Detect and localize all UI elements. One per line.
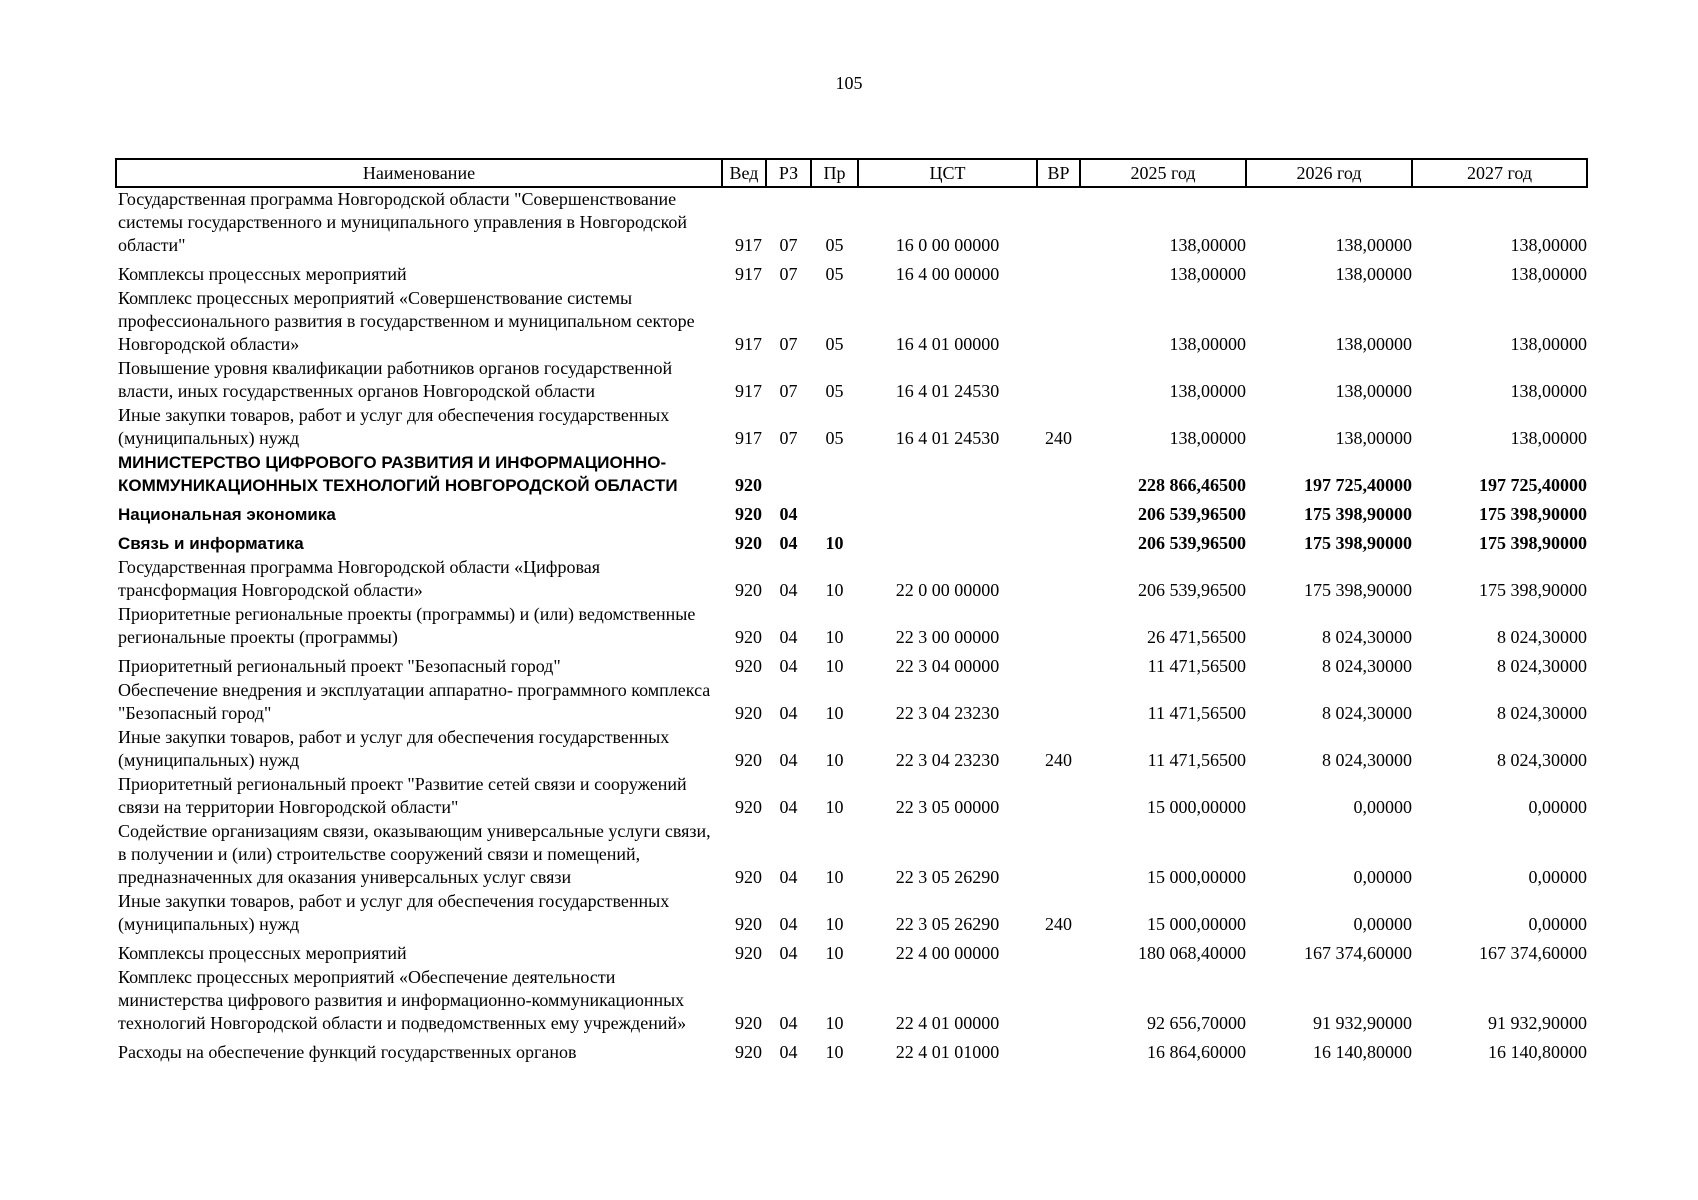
header-pr: Пр xyxy=(811,159,858,187)
table-row xyxy=(116,726,1587,773)
cell-rz: 04 xyxy=(779,533,798,553)
header-cst: ЦСТ xyxy=(858,159,1037,187)
cell-cst: 22 4 00 00000 xyxy=(895,943,1000,963)
cell-2025: 228 866,46500 xyxy=(1138,475,1246,495)
cell-2025: 15 000,00000 xyxy=(1147,797,1246,817)
cell-name: Связь и информатика xyxy=(118,534,304,553)
cell-vr: 240 xyxy=(1045,750,1072,770)
cell-2025: 15 000,00000 xyxy=(1147,914,1246,934)
header-rz: РЗ xyxy=(766,159,811,187)
cell-2026: 175 398,90000 xyxy=(1304,504,1412,524)
cell-vr xyxy=(1037,603,1080,650)
cell-2025: 11 471,56500 xyxy=(1147,656,1246,676)
table-row xyxy=(116,556,1587,603)
cell-name: Комплексы процессных мероприятий xyxy=(118,943,407,963)
cell-2027: 138,00000 xyxy=(1510,264,1587,284)
cell-ved: 920 xyxy=(735,943,762,963)
cell-2025: 92 656,70000 xyxy=(1147,1013,1246,1033)
table-row xyxy=(116,890,1587,937)
cell-rz: 07 xyxy=(779,428,798,448)
cell-name: МИНИСТЕРСТВО ЦИФРОВОГО РАЗВИТИЯ И ИНФОРМАЦИОННО-КОММУНИКАЦИОННЫХ ТЕХНОЛОГИЙ НОВГОРОДСКОЙ ОБЛАСТИ xyxy=(118,453,678,495)
cell-ved: 920 xyxy=(735,533,762,553)
cell-2027: 0,00000 xyxy=(1528,914,1587,934)
table-row xyxy=(116,966,1587,1036)
cell-cst: 22 4 01 01000 xyxy=(895,1042,1000,1062)
cell-2025: 16 864,60000 xyxy=(1147,1042,1246,1062)
cell-pr: 10 xyxy=(825,656,844,676)
cell-2025: 26 471,56500 xyxy=(1147,627,1246,647)
table-header xyxy=(116,159,1587,187)
cell-rz: 04 xyxy=(779,1042,798,1062)
cell-ved: 920 xyxy=(735,703,762,723)
cell-pr: 10 xyxy=(825,797,844,817)
table-row xyxy=(116,498,1587,527)
cell-name: Приоритетные региональные проекты (программы) и (или) ведомственные региональные проекты (программы) xyxy=(118,604,696,647)
cell-vr xyxy=(1037,527,1080,556)
cell-name: Государственная программа Новгородской области «Цифровая трансформация Новгородской области» xyxy=(118,557,600,600)
cell-vr xyxy=(1037,1036,1080,1065)
cell-2026: 167 374,60000 xyxy=(1304,943,1412,963)
cell-name: Приоритетный региональный проект "Развитие сетей связи и сооружений связи на территории Новгородской области" xyxy=(118,774,687,817)
cell-cst: 22 3 00 00000 xyxy=(895,627,1000,647)
cell-2027: 175 398,90000 xyxy=(1479,533,1587,553)
table-row xyxy=(116,527,1587,556)
table-row xyxy=(116,258,1587,287)
cell-2026: 8 024,30000 xyxy=(1322,627,1412,647)
cell-vr xyxy=(1037,451,1080,498)
cell-rz: 04 xyxy=(779,504,798,524)
header-2027: 2027 год xyxy=(1412,159,1587,187)
cell-vr xyxy=(1037,187,1080,258)
cell-name: Иные закупки товаров, работ и услуг для обеспечения государственных (муниципальных) нужд xyxy=(118,405,670,448)
table-row xyxy=(116,650,1587,679)
cell-vr xyxy=(1037,498,1080,527)
cell-pr: 10 xyxy=(825,867,844,887)
table-body xyxy=(116,187,1587,1065)
cell-2025: 11 471,56500 xyxy=(1147,750,1246,770)
cell-2027: 0,00000 xyxy=(1528,867,1587,887)
cell-pr: 10 xyxy=(825,1042,844,1062)
cell-vr xyxy=(1037,773,1080,820)
cell-ved: 920 xyxy=(735,1013,762,1033)
cell-2027: 8 024,30000 xyxy=(1497,656,1587,676)
cell-name: Повышение уровня квалификации работников органов государственной власти, иных государственных органов Новгородской области xyxy=(118,358,673,401)
table-row xyxy=(116,357,1587,404)
cell-rz: 04 xyxy=(779,580,798,600)
cell-rz: 07 xyxy=(779,235,798,255)
cell-rz: 04 xyxy=(779,1013,798,1033)
cell-rz xyxy=(766,451,811,498)
cell-2025: 138,00000 xyxy=(1169,334,1246,354)
cell-rz: 04 xyxy=(779,703,798,723)
cell-name: Обеспечение внедрения и эксплуатации аппаратно- программного комплекса "Безопасный город" xyxy=(118,680,711,723)
cell-name: Комплекс процессных мероприятий «Совершенствование системы профессионального развития в государственном и муниципальном секторе Новгородской области» xyxy=(118,288,695,354)
cell-pr: 10 xyxy=(825,703,844,723)
cell-ved: 917 xyxy=(735,235,762,255)
cell-2025: 206 539,96500 xyxy=(1138,533,1246,553)
cell-2027: 138,00000 xyxy=(1510,235,1587,255)
cell-ved: 920 xyxy=(735,914,762,934)
cell-2026: 91 932,90000 xyxy=(1313,1013,1412,1033)
header-2026: 2026 год xyxy=(1246,159,1412,187)
cell-cst: 16 0 00 00000 xyxy=(895,235,1000,255)
cell-vr xyxy=(1037,937,1080,966)
cell-vr xyxy=(1037,679,1080,726)
cell-vr xyxy=(1037,820,1080,890)
cell-2027: 197 725,40000 xyxy=(1479,475,1587,495)
cell-2025: 138,00000 xyxy=(1169,381,1246,401)
header-2025: 2025 год xyxy=(1080,159,1246,187)
cell-vr xyxy=(1037,357,1080,404)
cell-pr: 10 xyxy=(825,627,844,647)
table-row xyxy=(116,451,1587,498)
cell-name: Иные закупки товаров, работ и услуг для обеспечения государственных (муниципальных) нужд xyxy=(118,891,670,934)
cell-2025: 206 539,96500 xyxy=(1138,504,1246,524)
cell-cst xyxy=(858,451,1037,498)
cell-2026: 0,00000 xyxy=(1353,867,1412,887)
cell-2026: 138,00000 xyxy=(1335,381,1412,401)
cell-2026: 16 140,80000 xyxy=(1313,1042,1412,1062)
cell-cst: 22 3 04 23230 xyxy=(895,703,1000,723)
cell-2027: 8 024,30000 xyxy=(1497,750,1587,770)
cell-pr: 05 xyxy=(825,264,844,284)
budget-table-container xyxy=(115,158,1586,1065)
cell-cst: 22 3 05 26290 xyxy=(895,914,1000,934)
cell-2026: 138,00000 xyxy=(1335,334,1412,354)
cell-vr xyxy=(1037,650,1080,679)
cell-cst: 22 3 05 00000 xyxy=(895,797,1000,817)
cell-cst: 16 4 01 24530 xyxy=(895,381,1000,401)
cell-vr xyxy=(1037,258,1080,287)
cell-cst: 22 4 01 00000 xyxy=(895,1013,1000,1033)
table-row xyxy=(116,820,1587,890)
cell-pr: 10 xyxy=(825,580,844,600)
cell-2026: 8 024,30000 xyxy=(1322,656,1412,676)
cell-cst xyxy=(858,498,1037,527)
cell-2026: 197 725,40000 xyxy=(1304,475,1412,495)
cell-pr xyxy=(811,498,858,527)
cell-pr: 10 xyxy=(825,750,844,770)
cell-cst: 22 3 04 23230 xyxy=(895,750,1000,770)
cell-2027: 8 024,30000 xyxy=(1497,703,1587,723)
table-row xyxy=(116,937,1587,966)
header-name: Наименование xyxy=(116,159,722,187)
cell-2027: 167 374,60000 xyxy=(1479,943,1587,963)
cell-2027: 91 932,90000 xyxy=(1488,1013,1587,1033)
cell-2026: 8 024,30000 xyxy=(1322,703,1412,723)
cell-2027: 138,00000 xyxy=(1510,334,1587,354)
cell-ved: 917 xyxy=(735,381,762,401)
cell-2026: 175 398,90000 xyxy=(1304,533,1412,553)
table-row xyxy=(116,404,1587,451)
cell-pr: 10 xyxy=(825,533,844,553)
cell-pr: 10 xyxy=(825,943,844,963)
cell-vr xyxy=(1037,966,1080,1036)
cell-cst: 16 4 01 00000 xyxy=(895,334,1000,354)
cell-pr: 10 xyxy=(825,914,844,934)
cell-2025: 138,00000 xyxy=(1169,235,1246,255)
cell-pr: 10 xyxy=(825,1013,844,1033)
cell-ved: 920 xyxy=(735,867,762,887)
cell-rz: 07 xyxy=(779,264,798,284)
cell-cst: 16 4 00 00000 xyxy=(895,264,1000,284)
cell-cst: 22 0 00 00000 xyxy=(895,580,1000,600)
cell-cst: 22 3 05 26290 xyxy=(895,867,1000,887)
cell-ved: 917 xyxy=(735,334,762,354)
cell-2027: 8 024,30000 xyxy=(1497,627,1587,647)
cell-pr: 05 xyxy=(825,428,844,448)
header-vr: ВР xyxy=(1037,159,1080,187)
cell-cst xyxy=(858,527,1037,556)
cell-ved: 917 xyxy=(735,428,762,448)
cell-2026: 0,00000 xyxy=(1353,914,1412,934)
cell-pr: 05 xyxy=(825,381,844,401)
cell-rz: 04 xyxy=(779,914,798,934)
table-row xyxy=(116,187,1587,258)
cell-2027: 175 398,90000 xyxy=(1479,504,1587,524)
page-number: 105 xyxy=(835,73,863,93)
cell-rz: 04 xyxy=(779,627,798,647)
cell-2027: 138,00000 xyxy=(1510,381,1587,401)
cell-ved: 920 xyxy=(735,627,762,647)
cell-name: Приоритетный региональный проект "Безопасный город" xyxy=(118,656,561,676)
cell-2026: 138,00000 xyxy=(1335,428,1412,448)
cell-vr xyxy=(1037,556,1080,603)
cell-rz: 07 xyxy=(779,381,798,401)
cell-ved: 920 xyxy=(735,580,762,600)
cell-name: Расходы на обеспечение функций государственных органов xyxy=(118,1042,577,1062)
cell-ved: 920 xyxy=(735,475,762,495)
cell-name: Содействие организациям связи, оказывающим универсальные услуги связи, в получении и (или) строительстве сооружений связи и помещений, предназначенных для оказания универсальных услуг связи xyxy=(118,821,711,887)
table-row xyxy=(116,679,1587,726)
cell-pr: 05 xyxy=(825,334,844,354)
table-row xyxy=(116,773,1587,820)
cell-ved: 920 xyxy=(735,750,762,770)
cell-name: Национальная экономика xyxy=(118,505,336,524)
table-row xyxy=(116,1036,1587,1065)
cell-ved: 920 xyxy=(735,1042,762,1062)
cell-2025: 138,00000 xyxy=(1169,428,1246,448)
cell-2027: 175 398,90000 xyxy=(1479,580,1587,600)
cell-2025: 11 471,56500 xyxy=(1147,703,1246,723)
cell-ved: 920 xyxy=(735,797,762,817)
cell-2026: 138,00000 xyxy=(1335,235,1412,255)
header-ved: Вед xyxy=(722,159,766,187)
cell-2026: 138,00000 xyxy=(1335,264,1412,284)
cell-cst: 16 4 01 24530 xyxy=(895,428,1000,448)
cell-2025: 15 000,00000 xyxy=(1147,867,1246,887)
cell-pr xyxy=(811,451,858,498)
cell-vr: 240 xyxy=(1045,428,1072,448)
table-row xyxy=(116,287,1587,357)
cell-ved: 917 xyxy=(735,264,762,284)
cell-name: Комплекс процессных мероприятий «Обеспечение деятельности министерства цифрового развития и информационно-коммуникационных технологий Новгородской области и подведомственных ему учреждений» xyxy=(118,967,687,1033)
table-row xyxy=(116,603,1587,650)
cell-2027: 16 140,80000 xyxy=(1488,1042,1587,1062)
cell-cst: 22 3 04 00000 xyxy=(895,656,1000,676)
cell-name: Комплексы процессных мероприятий xyxy=(118,264,407,284)
cell-ved: 920 xyxy=(735,504,762,524)
cell-2027: 0,00000 xyxy=(1528,797,1587,817)
cell-2026: 175 398,90000 xyxy=(1304,580,1412,600)
cell-2025: 180 068,40000 xyxy=(1138,943,1246,963)
budget-table xyxy=(115,158,1588,1065)
cell-2027: 138,00000 xyxy=(1510,428,1587,448)
cell-rz: 04 xyxy=(779,943,798,963)
cell-rz: 04 xyxy=(779,797,798,817)
cell-rz: 04 xyxy=(779,867,798,887)
cell-rz: 04 xyxy=(779,750,798,770)
cell-2025: 206 539,96500 xyxy=(1138,580,1246,600)
cell-pr: 05 xyxy=(825,235,844,255)
cell-rz: 04 xyxy=(779,656,798,676)
cell-vr: 240 xyxy=(1045,914,1072,934)
cell-vr xyxy=(1037,287,1080,357)
cell-rz: 07 xyxy=(779,334,798,354)
cell-2026: 8 024,30000 xyxy=(1322,750,1412,770)
cell-name: Государственная программа Новгородской области "Совершенствование системы государственного и муниципального управления в Новгородской области" xyxy=(118,189,688,255)
cell-name: Иные закупки товаров, работ и услуг для обеспечения государственных (муниципальных) нужд xyxy=(118,727,670,770)
cell-2025: 138,00000 xyxy=(1169,264,1246,284)
cell-2026: 0,00000 xyxy=(1353,797,1412,817)
cell-ved: 920 xyxy=(735,656,762,676)
